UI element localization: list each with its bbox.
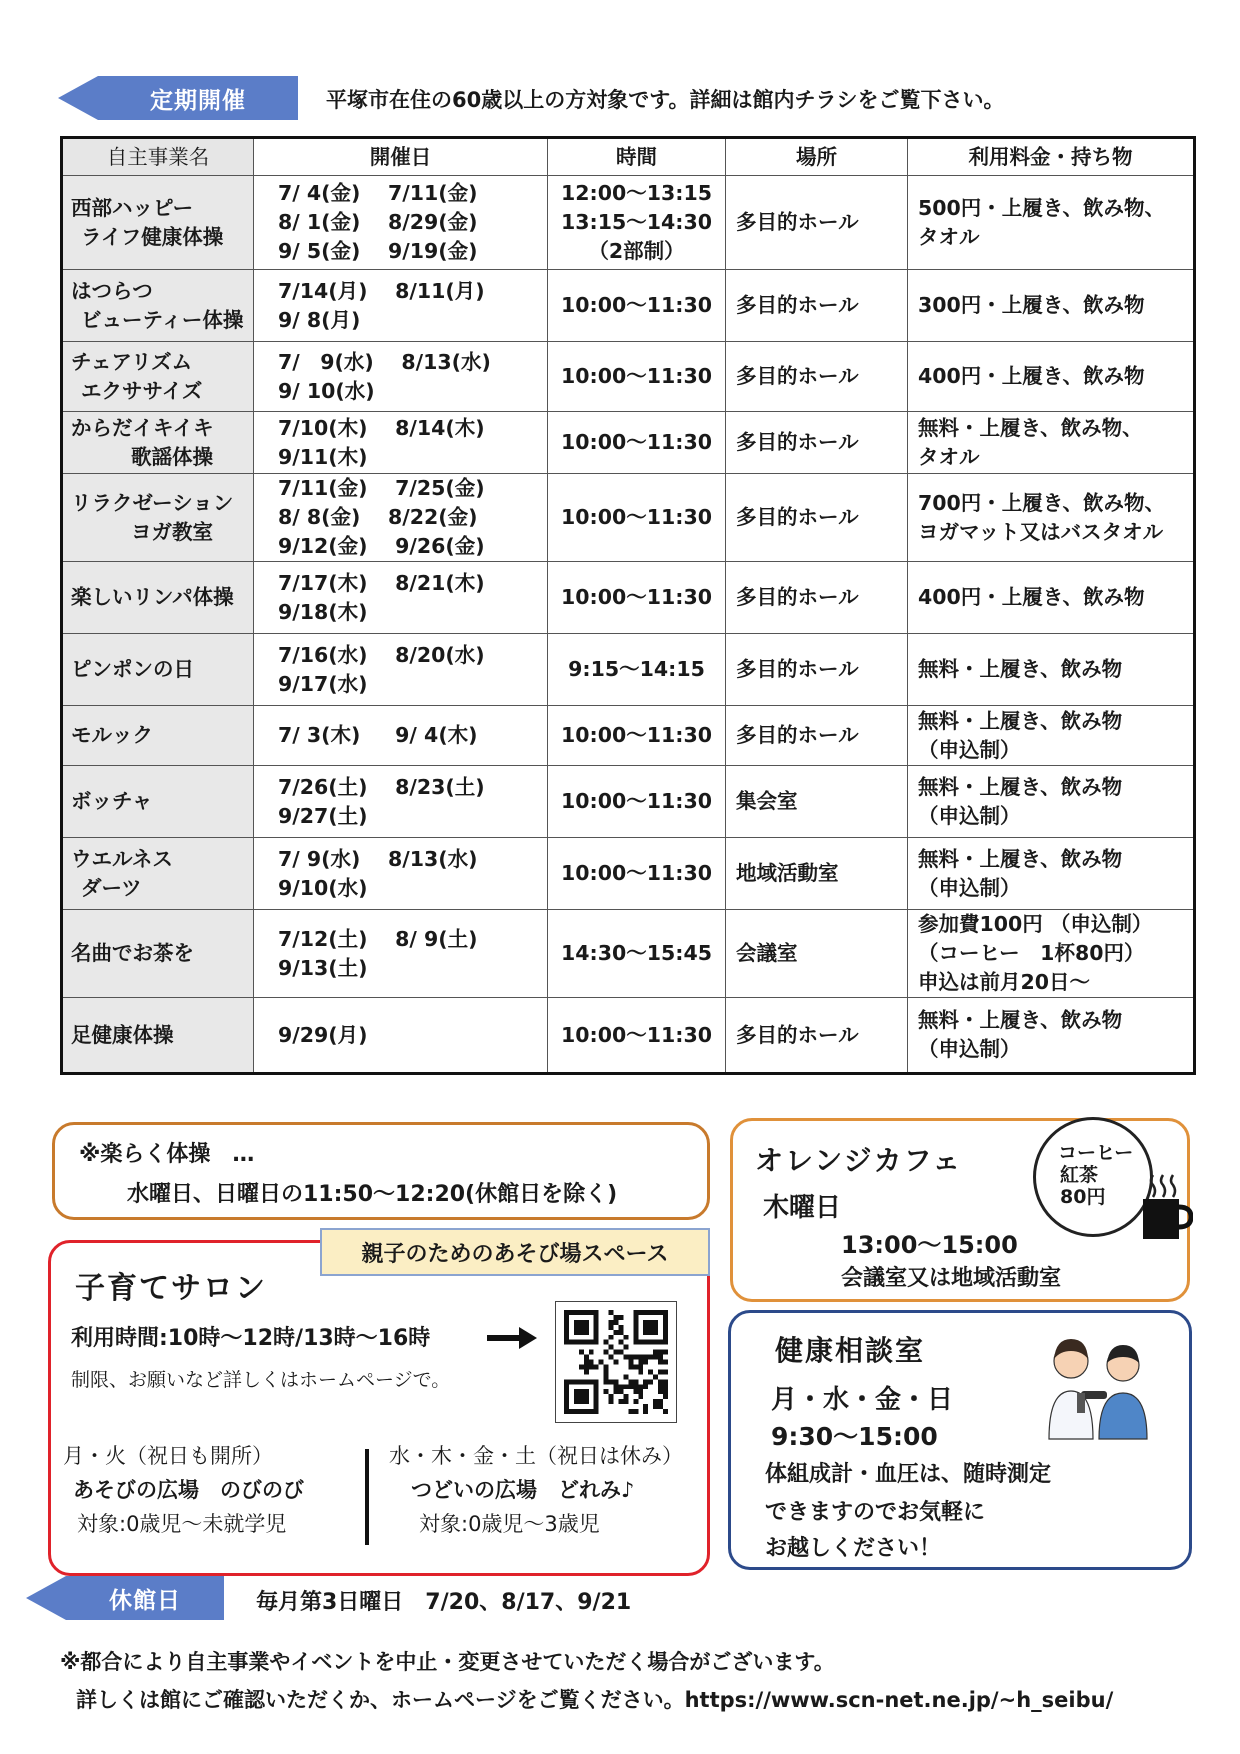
program-fee (908, 342, 1195, 412)
program-name-line: モルック (71, 723, 153, 747)
program-fee (908, 176, 1195, 270)
program-time (548, 634, 726, 706)
regular-note: 平塚市在住の60歳以上の方対象です。詳細は館内チラシをご覧下さい。 (326, 88, 1005, 112)
kenko-line-1: 体組成計・血圧は、随時測定 (765, 1462, 1052, 1487)
kosodate-divider (365, 1449, 369, 1545)
program-fee (908, 766, 1195, 838)
program-time (548, 838, 726, 910)
table-row (62, 998, 1195, 1074)
date-line: 9/10(水) (278, 875, 368, 900)
date-line: 9/ 5(金) 9/19(金) (278, 239, 478, 263)
date-line: 9/12(金) 9/26(金) (278, 534, 485, 558)
program-place: 多目的ホール (726, 562, 908, 634)
rakuraku-title: ※楽らく体操 … (79, 1142, 255, 1167)
program-place: 多目的ホール (726, 706, 908, 766)
date-line: 9/18(木) (278, 599, 368, 624)
date-line: 7/ 9(水) 8/13(水) (278, 349, 491, 374)
table-header-row (62, 138, 1195, 176)
program-time (548, 474, 726, 562)
time-line: 14:30～15:45 (560, 941, 712, 965)
doctor-patient-icon (1037, 1331, 1157, 1441)
program-name-line: 足健康体操 (71, 1022, 174, 1047)
program-name (62, 412, 254, 474)
table-row (62, 176, 1195, 270)
program-fee (908, 634, 1195, 706)
kenko-title: 健康相談室 (775, 1334, 926, 1367)
header-time: 時間 (548, 138, 726, 176)
kenko-box (728, 1310, 1192, 1570)
program-time (548, 766, 726, 838)
regular-tag-label: 定期開催 (98, 76, 298, 120)
time-line: 10:00～11:30 (560, 585, 712, 609)
fee-line: （申込制） (918, 1037, 1021, 1061)
date-line: 7/14(月) 8/11(月) (278, 278, 485, 303)
fee-line: 400円・上履き、飲み物 (918, 364, 1145, 388)
cafe-place: 会議室又は地域活動室 (841, 1266, 1062, 1291)
doremi-name: つどいの広場 どれみ♪ (411, 1478, 635, 1502)
program-time (548, 706, 726, 766)
time-line: 12:00～13:15 (560, 181, 712, 205)
cafe-badge-coffee: コーヒー (1058, 1142, 1134, 1164)
program-name-line: リラクゼーション (71, 490, 234, 515)
time-line: 10:00～11:30 (560, 723, 712, 747)
program-place: 多目的ホール (726, 176, 908, 270)
program-dates (254, 766, 548, 838)
closed-tag-label: 休館日 (66, 1576, 224, 1620)
coffee-cup-icon (1143, 1171, 1193, 1243)
program-dates (254, 474, 548, 562)
nobinobi-days: 月・火（祝日も開所） (63, 1444, 273, 1468)
program-dates (254, 706, 548, 766)
program-dates (254, 270, 548, 342)
table-row (62, 766, 1195, 838)
fee-line: （申込制） (918, 875, 1021, 900)
program-name-line: チェアリズム (71, 349, 193, 374)
time-line: 10:00～11:30 (560, 430, 712, 454)
fee-line: 無料・上履き、飲み物 (918, 1008, 1123, 1032)
program-name-line: ダーツ (81, 875, 142, 900)
time-line: 10:00～11:30 (560, 364, 712, 388)
program-name (62, 706, 254, 766)
header-name: 自主事業名 (62, 138, 254, 176)
fee-line: 無料・上履き、飲み物 (918, 774, 1123, 799)
program-time (548, 412, 726, 474)
program-dates (254, 838, 548, 910)
table-row (62, 634, 1195, 706)
program-fee (908, 270, 1195, 342)
fee-line: 400円・上履き、飲み物 (918, 585, 1145, 609)
program-name-line: ライフ健康体操 (81, 224, 224, 249)
program-name-line: はつらつ (71, 278, 153, 303)
cafe-time: 13:00～15:00 (841, 1231, 1018, 1259)
date-line: 7/26(土) 8/23(土) (278, 774, 485, 799)
date-line: 9/27(土) (278, 803, 368, 828)
program-name (62, 176, 254, 270)
date-line: 8/ 8(金) 8/22(金) (278, 505, 478, 529)
date-line: 9/11(木) (278, 444, 368, 469)
date-line: 9/13(土) (278, 955, 368, 980)
kosodate-note: 制限、お願いなど詳しくはホームページで。 (71, 1369, 451, 1391)
program-name-line: 楽しいリンパ体操 (71, 585, 234, 609)
program-name-line: ウエルネス (71, 846, 173, 871)
program-name-line: ヨガ教室 (131, 519, 213, 544)
kenko-line-2: できますのでお気軽に (765, 1500, 986, 1525)
rakuraku-schedule: 水曜日、日曜日の11:50～12:20(休館日を除く) (127, 1182, 618, 1207)
fee-line: 無料・上履き、飲み物 (918, 657, 1123, 681)
program-time (548, 176, 726, 270)
time-line: 10:00～11:30 (560, 1022, 712, 1047)
program-name-line: 歌謡体操 (131, 444, 213, 469)
time-line: 10:00～11:30 (560, 861, 712, 885)
program-name (62, 562, 254, 634)
cafe-badge-price: 80円 (1060, 1186, 1106, 1208)
date-line: 7/10(木) 8/14(木) (278, 415, 485, 440)
fee-line: 300円・上履き、飲み物 (918, 293, 1145, 317)
table-row (62, 412, 1195, 474)
fee-line: 無料・上履き、飲み物、 (918, 415, 1143, 440)
program-name (62, 634, 254, 706)
date-line: 9/29(月) (278, 1022, 368, 1047)
footer-homepage[interactable]: 詳しくは館にご確認いただくか、ホームページをご覧ください。https://www.scn-net.ne.jp/~h_seibu/ (76, 1688, 1114, 1712)
program-dates (254, 634, 548, 706)
program-name-line: 名曲でお茶を (71, 941, 194, 965)
nobinobi-info (63, 1439, 304, 1541)
program-name-line: ボッチャ (71, 789, 153, 813)
date-line: 9/ 8(月) (278, 307, 361, 332)
program-fee (908, 838, 1195, 910)
program-dates (254, 176, 548, 270)
date-line: 9/ 10(水) (278, 378, 375, 403)
time-line: （2部制） (588, 239, 685, 263)
nobinobi-name: あそびの広場 のびのび (73, 1478, 304, 1502)
program-place: 会議室 (726, 910, 908, 998)
date-line: 7/16(水) 8/20(水) (278, 642, 485, 667)
program-fee (908, 474, 1195, 562)
table-row (62, 910, 1195, 998)
time-line: 10:00～11:30 (560, 789, 712, 813)
fee-line: タオル (918, 224, 980, 249)
table-row (62, 562, 1195, 634)
schedule-table (60, 136, 1196, 1075)
fee-line: 申込は前月20日～ (918, 970, 1091, 994)
header-fee: 利用料金・持ち物 (908, 138, 1195, 176)
program-name (62, 998, 254, 1074)
time-line: 10:00～11:30 (560, 293, 712, 317)
kosodate-box (48, 1240, 710, 1576)
program-fee (908, 562, 1195, 634)
program-place: 多目的ホール (726, 474, 908, 562)
program-dates (254, 562, 548, 634)
table-row (62, 342, 1195, 412)
program-time (548, 562, 726, 634)
program-time (548, 270, 726, 342)
program-name (62, 342, 254, 412)
fee-line: 無料・上履き、飲み物 (918, 846, 1123, 871)
program-name (62, 838, 254, 910)
closed-tag (26, 1576, 224, 1620)
date-line: 7/17(木) 8/21(木) (278, 570, 485, 595)
program-name-line: 西部ハッピー (71, 195, 194, 220)
cafe-title: オレンジカフェ (755, 1144, 963, 1177)
fee-line: タオル (918, 444, 980, 469)
program-name-line: からだイキイキ (71, 415, 214, 440)
arrow-right-icon (487, 1327, 537, 1349)
program-place: 集会室 (726, 766, 908, 838)
program-name (62, 766, 254, 838)
time-line: 13:15～14:30 (560, 210, 712, 234)
qr-code-icon[interactable] (555, 1301, 677, 1423)
date-line: 7/11(金) 7/25(金) (278, 476, 485, 500)
fee-line: ヨガマット又はバスタオル (918, 519, 1164, 544)
kosodate-hours: 利用時間:10時～12時/13時～16時 (71, 1326, 431, 1351)
fee-line: 500円・上履き、飲み物、 (918, 195, 1165, 220)
cafe-price-badge (1033, 1117, 1153, 1237)
doremi-target: 対象:0歳児～3歳児 (419, 1512, 600, 1536)
tag-arrow-icon (58, 76, 98, 120)
cafe-box (730, 1118, 1190, 1302)
date-line: 9/17(水) (278, 671, 368, 696)
program-fee (908, 706, 1195, 766)
tag-arrow-icon (26, 1576, 66, 1620)
time-line: 9:15～14:15 (568, 657, 705, 681)
program-name-line: ビューティー体操 (81, 307, 244, 332)
program-time (548, 998, 726, 1074)
program-place: 多目的ホール (726, 342, 908, 412)
doremi-days: 水・木・金・土（祝日は休み） (389, 1444, 683, 1468)
program-place: 多目的ホール (726, 634, 908, 706)
date-line: 7/ 9(水) 8/13(水) (278, 846, 478, 871)
date-line: 8/ 1(金) 8/29(金) (278, 210, 478, 234)
cafe-day: 木曜日 (763, 1193, 842, 1223)
program-name (62, 910, 254, 998)
fee-line: （コーヒー 1杯80円） (918, 941, 1145, 965)
kosodate-banner: 親子のためのあそび場スペース (320, 1228, 710, 1276)
table-row (62, 270, 1195, 342)
program-time (548, 910, 726, 998)
table-row (62, 474, 1195, 562)
doremi-info (389, 1439, 683, 1541)
fee-line: 700円・上履き、飲み物、 (918, 490, 1165, 515)
program-place: 多目的ホール (726, 270, 908, 342)
closed-days: 毎月第3日曜日 7/20、8/17、9/21 (256, 1590, 632, 1615)
nobinobi-target: 対象:0歳児～未就学児 (77, 1512, 287, 1536)
program-fee (908, 412, 1195, 474)
program-dates (254, 910, 548, 998)
footer-notice: ※都合により自主事業やイベントを中止・変更させていただく場合がございます。 (60, 1650, 835, 1674)
cafe-badge-tea: 紅茶 (1060, 1164, 1099, 1186)
program-dates (254, 342, 548, 412)
kenko-time: 9:30～15:00 (771, 1422, 938, 1451)
program-place: 地域活動室 (726, 838, 908, 910)
table-row (62, 838, 1195, 910)
date-line: 7/12(土) 8/ 9(土) (278, 926, 478, 951)
regular-tag (58, 76, 298, 120)
program-name (62, 270, 254, 342)
header-place: 場所 (726, 138, 908, 176)
table-row (62, 706, 1195, 766)
program-place: 多目的ホール (726, 412, 908, 474)
fee-line: 無料・上履き、飲み物 (918, 708, 1123, 733)
program-dates (254, 412, 548, 474)
program-name-line: エクササイズ (81, 378, 203, 403)
program-fee (908, 910, 1195, 998)
kenko-line-3: お越しください！ (765, 1536, 942, 1561)
time-line: 10:00～11:30 (560, 505, 712, 529)
fee-line: （申込制） (918, 737, 1021, 762)
date-line: 7/ 4(金) 7/11(金) (278, 181, 478, 205)
date-line: 7/ 3(木) 9/ 4(木) (278, 723, 478, 747)
kosodate-title: 子育てサロン (75, 1271, 267, 1306)
program-dates (254, 998, 548, 1074)
fee-line: 参加費100円 （申込制） (918, 912, 1153, 936)
kenko-days: 月・水・金・日 (771, 1385, 954, 1415)
program-place: 多目的ホール (726, 998, 908, 1074)
program-name (62, 474, 254, 562)
program-name-line: ピンポンの日 (71, 657, 194, 681)
fee-line: （申込制） (918, 803, 1021, 828)
program-time (548, 342, 726, 412)
header-dates: 開催日 (254, 138, 548, 176)
rakuraku-box (52, 1122, 710, 1220)
program-fee (908, 998, 1195, 1074)
